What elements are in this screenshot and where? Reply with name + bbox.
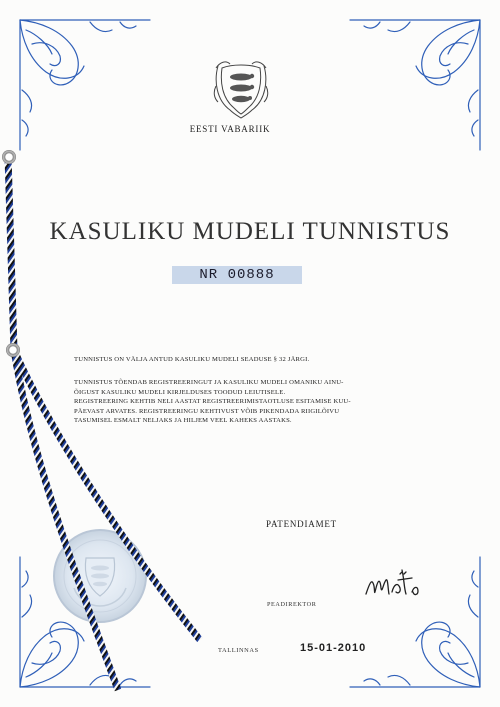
- certificate-number: NR 00888: [199, 267, 275, 283]
- director-title: PEADIREKTOR: [267, 601, 317, 608]
- issued-statement: TUNNISTUS ON VÄLJA ANTUD KASULIKU MUDELI SEADUSE § 32 JÄRGI.: [74, 356, 310, 363]
- issue-date: 15-01-2010: [300, 642, 367, 654]
- issue-place: TALLINNAS: [218, 647, 259, 654]
- body-line: TASUMISEL ESMALT NELJAKS JA HILJEM VEEL KAHEKS AASTAKS.: [74, 417, 292, 424]
- body-line: ÕIGUST KASULIKU MUDELI KIRJELDUSES TOODUD LEIUTISELE.: [74, 388, 286, 396]
- body-line: REGISTREERING KEHTIB NELI AASTAT REGISTREERIMISTAOTLUSE ESITAMISE KUU-: [74, 398, 351, 405]
- issuing-office: PATENDIAMET: [266, 519, 337, 529]
- country-name: EESTI VABARIIK: [189, 124, 271, 134]
- body-line: TUNNISTUS TÕENDAB REGISTREERINGUT JA KASULIKU MUDELI OMANIKU AINU-: [74, 379, 344, 386]
- body-line: PÄEVAST ARVATES. REGISTREERINGU KEHTIVUST VÕIB PIKENDADA RIIGILÕIVU: [74, 407, 340, 415]
- certificate-title: KASULIKU MUDELI TUNNISTUS: [49, 218, 451, 245]
- grommet-top: [2, 150, 16, 164]
- grommet-middle: [6, 343, 20, 357]
